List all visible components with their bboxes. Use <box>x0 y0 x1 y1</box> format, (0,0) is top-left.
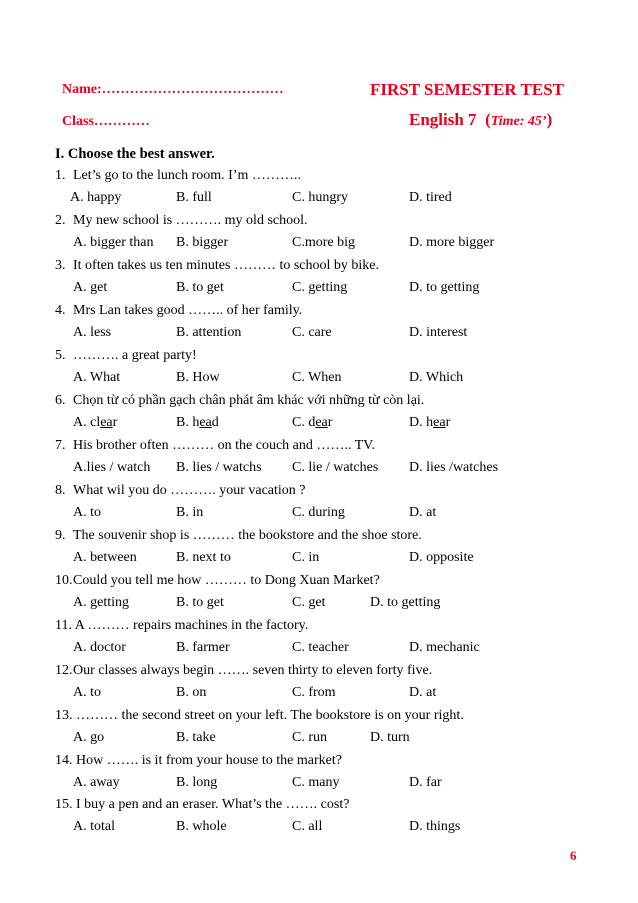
question-text: His brother often ……… on the couch and …….. TV. <box>73 438 375 453</box>
option-b: B. farmer <box>176 640 230 655</box>
option-c: C. during <box>292 505 345 520</box>
question-number: 2. <box>55 213 66 228</box>
question-text: Chọn từ có phần gạch chân phát âm khác với những từ còn lại. <box>73 393 425 408</box>
option-a: A. happy <box>70 190 122 205</box>
option-b: B. whole <box>176 819 227 834</box>
option-a: A. bigger than <box>73 235 154 250</box>
question-13 <box>55 708 464 724</box>
name-label: Name:………………………………… <box>62 82 284 97</box>
question-text: A ……… repairs machines in the factory. <box>71 618 309 633</box>
underlined-sound: ea <box>315 415 328 430</box>
option-b: B. long <box>176 775 218 790</box>
question-1 <box>55 168 301 184</box>
option-d: D. lies /watches <box>409 460 499 475</box>
option-d: D. Which <box>409 370 464 385</box>
option-b: B. lies / watchs <box>176 460 262 475</box>
option-a: A. getting <box>73 595 129 610</box>
option-a: A. What <box>73 370 121 385</box>
option-c: C. care <box>292 325 332 340</box>
option-c: C. getting <box>292 280 348 295</box>
option-c: C. all <box>292 819 323 834</box>
option-b: B. next to <box>176 550 231 565</box>
question-number: 3. <box>55 258 66 273</box>
option-a: A. to <box>73 505 101 520</box>
question-number: 11. <box>55 618 72 633</box>
underlined-sound: ea <box>199 415 212 430</box>
option-b: B. in <box>176 505 204 520</box>
option-d: D. to getting <box>370 595 441 610</box>
question-number: 4. <box>55 303 66 318</box>
option-d: D. mechanic <box>409 640 480 655</box>
question-6 <box>55 393 424 409</box>
option-d: D. to getting <box>409 280 480 295</box>
underlined-sound: ea <box>100 415 113 430</box>
option-d: D. hear <box>409 415 451 430</box>
option-b: B. to get <box>176 595 224 610</box>
option-a: A. clear <box>73 415 118 430</box>
option-c: C. lie / watches <box>292 460 379 475</box>
question-11 <box>55 618 308 634</box>
question-10 <box>55 573 380 589</box>
question-text: It often takes us ten minutes ……… to school by bike. <box>73 258 380 273</box>
time-close-paren: ) <box>546 110 553 129</box>
question-number: 10. <box>55 573 73 588</box>
option-b: B. to get <box>176 280 224 295</box>
option-c: C. run <box>292 730 327 745</box>
option-a: A. to <box>73 685 101 700</box>
option-b: B. attention <box>176 325 242 340</box>
subject-label: English 7 <box>409 110 477 129</box>
option-a: A.lies / watch <box>73 460 151 475</box>
question-9 <box>55 528 422 544</box>
option-b: B. take <box>176 730 216 745</box>
option-c: C. dear <box>292 415 333 430</box>
section-title: I. Choose the best answer. <box>55 146 215 162</box>
option-d: D. turn <box>370 730 410 745</box>
question-4 <box>55 303 302 319</box>
option-d: D. interest <box>409 325 468 340</box>
time-label: Time: 45’ <box>490 114 547 129</box>
option-d: D. at <box>409 505 437 520</box>
question-number: 8. <box>55 483 66 498</box>
option-c: C. in <box>292 550 320 565</box>
question-5 <box>55 348 197 364</box>
option-d: D. opposite <box>409 550 474 565</box>
test-subtitle <box>409 110 552 130</box>
question-number: 13. <box>55 708 73 723</box>
question-text: My new school is ………. my old school. <box>73 213 308 228</box>
question-number: 7. <box>55 438 66 453</box>
question-number: 1. <box>55 168 66 183</box>
time-open-paren: ( <box>485 110 491 129</box>
question-number: 6. <box>55 393 66 408</box>
question-text: Our classes always begin ……. seven thirty to eleven forty five. <box>73 663 433 678</box>
question-text: I buy a pen and an eraser. What’s the ……. cost? <box>72 797 350 812</box>
test-title: FIRST SEMESTER TEST <box>370 80 565 99</box>
option-d: D. at <box>409 685 437 700</box>
option-a: A. go <box>73 730 105 745</box>
underlined-sound: ea <box>433 415 446 430</box>
option-d: D. more bigger <box>409 235 495 250</box>
question-number: 14. <box>55 753 73 768</box>
option-a: A. between <box>73 550 137 565</box>
question-text: ………. a great party! <box>73 348 197 363</box>
question-3 <box>55 258 379 274</box>
option-d: D. tired <box>409 190 452 205</box>
question-2 <box>55 213 308 229</box>
option-a: A. doctor <box>73 640 126 655</box>
question-8 <box>55 483 306 499</box>
question-text: Could you tell me how ……… to Dong Xuan Market? <box>73 573 380 588</box>
option-c: C. many <box>292 775 340 790</box>
page-number: 6 <box>570 848 577 863</box>
question-number: 5. <box>55 348 66 363</box>
question-text: What wil you do ………. your vacation ? <box>73 483 306 498</box>
option-b: B. How <box>176 370 220 385</box>
option-b: B. full <box>176 190 212 205</box>
option-c: C. hungry <box>292 190 348 205</box>
option-c: C. teacher <box>292 640 349 655</box>
option-d: D. things <box>409 819 461 834</box>
question-15 <box>55 797 349 813</box>
option-a: A. away <box>73 775 120 790</box>
question-number: 15. <box>55 797 73 812</box>
question-12 <box>55 663 432 679</box>
question-text: Mrs Lan takes good …….. of her family. <box>73 303 303 318</box>
question-text: How ……. is it from your house to the market? <box>72 753 342 768</box>
question-7 <box>55 438 375 454</box>
option-c: C. When <box>292 370 342 385</box>
question-14 <box>55 753 342 769</box>
question-number: 12. <box>55 663 73 678</box>
class-label: Class………… <box>62 114 150 129</box>
option-a: A. less <box>73 325 112 340</box>
option-b: B. on <box>176 685 207 700</box>
question-text: ……… the second street on your left. The bookstore is on your right. <box>72 708 464 723</box>
option-d: D. far <box>409 775 442 790</box>
option-c: C. from <box>292 685 336 700</box>
question-text: Let’s go to the lunch room. I’m ……….. <box>73 168 301 183</box>
option-b: B. head <box>176 415 219 430</box>
option-c: C. get <box>292 595 326 610</box>
question-text: The souvenir shop is ……… the bookstore and the shoe store. <box>73 528 422 543</box>
question-number: 9. <box>55 528 66 543</box>
option-b: B. bigger <box>176 235 229 250</box>
option-c: C.more big <box>292 235 355 250</box>
option-a: A. get <box>73 280 108 295</box>
option-a: A. total <box>73 819 115 834</box>
